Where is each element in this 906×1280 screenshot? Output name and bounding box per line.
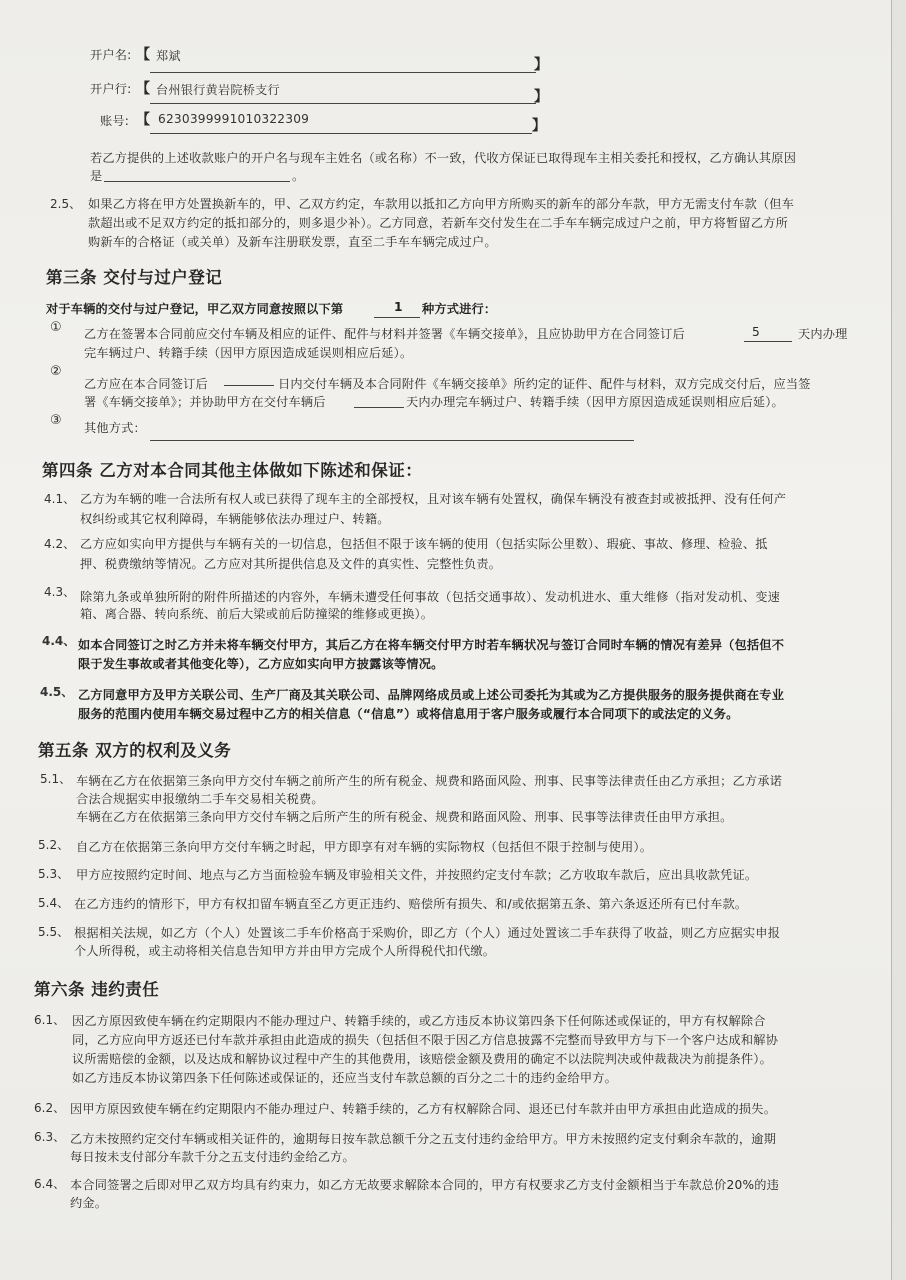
clause-number: 6.3、 <box>34 1130 66 1144</box>
clause-line: 同，乙方应向甲方返还已付车款并承担由此造成的损失（包括但不限于因乙方信息披露不完整而导致甲方与下一个客户达成和解协 <box>72 1033 779 1047</box>
account-holder-label: 开户名: <box>90 48 132 62</box>
clause-line: 乙方应如实向甲方提供与车辆有关的一切信息，包括但不限于该车辆的使用（包括实际公里数）、瑕疵、事故、修理、检验、抵 <box>80 537 768 551</box>
clause-line: 车辆在乙方在依据第三条向甲方交付车辆之后所产生的所有税金、规费和路面风险、刑事、民事等法律责任由甲方承担。 <box>76 810 733 824</box>
circled-three-mark: ③ <box>50 413 62 428</box>
clause-line: 在乙方违约的情形下，甲方有权扣留车辆直至乙方更正违约、赔偿所有损失、和/或依据第五条、第六条返还所有已付车款。 <box>74 897 748 911</box>
opt1-line1: 乙方在签署本合同前应交付车辆及相应的证件、配件与材料并签署《车辆交接单》，且应协助甲方在合同签订后 <box>84 327 685 341</box>
clause-line: 权纠纷或其它权利障碍，车辆能够依法办理过户、转籍。 <box>80 512 390 526</box>
clause-line: 款超出或不足双方约定的抵扣部分的，则多退少补）。乙方同意，若新车交付发生在二手车车辆完成过户之前，甲方将暂留乙方所 <box>88 216 788 230</box>
clause-line: 服务的范围内使用车辆交易过程中乙方的相关信息（“信息”）或将信息用于客户服务或履行本合同项下的或法定的义务。 <box>78 707 739 721</box>
clause-line: 根据相关法规，如乙方（个人）处置该二手车价格高于采购价，即乙方（个人）通过处置该二手车获得了收益，则乙方应据实申报 <box>74 926 781 940</box>
clause-line: 本合同签署之后即对甲乙双方均具有约束力，如乙方无故要求解除本合同的，甲方有权要求乙方支付金额相当于车款总价20%的违 <box>70 1178 780 1192</box>
clause-line: 约金。 <box>70 1196 108 1210</box>
clause-number: 5.5、 <box>38 925 70 939</box>
clause-line: 个人所得税，或主动将相关信息告知甲方并由甲方完成个人所得税代扣代缴。 <box>74 944 496 958</box>
clause-line: 因甲方原因致使车辆在约定期限内不能办理过户、转籍手续的，乙方有权解除合同、退还已付车款并由甲方承担由此造成的损失。 <box>70 1102 777 1116</box>
bracket-open: 【 <box>136 81 150 97</box>
account-holder-underline <box>150 72 536 73</box>
opt1-days-value: 5 <box>752 325 760 339</box>
art3-intro-underline <box>374 317 420 318</box>
clause-line: 如本合同签订之时乙方并未将车辆交付甲方，其后乙方在将车辆交付甲方时若车辆状况与签订合同时车辆的情况有差异（包括但不 <box>78 638 785 652</box>
clause-line: 乙方未按照约定交付车辆或相关证件的，逾期每日按车款总额千分之五支付违约金给甲方。甲方未按照约定支付剩余车款的，逾期 <box>70 1132 777 1146</box>
opt2-line1-tail: 日内交付车辆及本合同附件《车辆交接单》所约定的证件、配件与材料，双方完成交付后，应当签 <box>278 377 811 391</box>
mismatch-prefix: 是 <box>90 169 103 183</box>
account-number-underline <box>150 133 532 134</box>
art3-intro-prefix: 对于车辆的交付与过户登记，甲乙双方同意按照以下第 <box>46 302 344 316</box>
clause-line: 如乙方违反本协议第四条下任何陈述或保证的，还应当支付车款总额的百分之二十的违约金给甲方。 <box>72 1071 618 1085</box>
clause-line: 如果乙方将在甲方处置换新车的，甲、乙双方约定，车款用以抵扣乙方向甲方所购买的新车的部分车款，甲方无需支付车款（但车 <box>88 197 795 211</box>
bracket-open: 【 <box>136 112 150 128</box>
clause-line: 乙方为车辆的唯一合法所有权人或已获得了现车主的全部授权，且对该车辆有处置权，确保车辆没有被查封或被抵押、没有任何产 <box>80 492 787 506</box>
clause-line: 购新车的合格证（或关单）及新车注册联发票，直至二手车车辆完成过户。 <box>88 235 497 249</box>
clause-line: 限于发生事故或者其他变化等），乙方应如实向甲方披露该等情况。 <box>78 657 444 671</box>
clause-line: 车辆在乙方在依据第三条向甲方交付车辆之前所产生的所有税金、规费和路面风险、刑事、民事等法律责任由乙方承担；乙方承诺 <box>76 774 783 788</box>
opt3-underline <box>150 440 634 441</box>
clause-number: 5.4、 <box>38 896 70 910</box>
clause-number: 5.1、 <box>40 772 72 786</box>
clause-line: 自乙方在依据第三条向甲方交付车辆之时起，甲方即享有对车辆的实际物权（包括但不限于控制与使用）。 <box>76 840 653 854</box>
clause-number: 4.2、 <box>44 537 76 551</box>
clause-number: 6.1、 <box>34 1013 66 1027</box>
bracket-close: 】 <box>532 118 546 134</box>
mismatch-reason-underline <box>104 181 290 182</box>
article-3-title: 第三条 交付与过户登记 <box>46 268 223 287</box>
clause-line: 议所需赔偿的金额，以及达成和解协议过程中产生的其他费用，该赔偿金额及费用的确定不以法院判决或仲裁裁决为前提条件）。 <box>72 1052 772 1066</box>
opt2-transfer-underline <box>354 407 404 408</box>
opt2-line2-tail: 天内办理完车辆过户、转籍手续（因甲方原因造成延误则相应后延）。 <box>406 395 784 409</box>
art3-intro-value: 1 <box>394 300 403 314</box>
clause-number: 4.3、 <box>44 585 76 599</box>
clause-number: 5.2、 <box>38 838 70 852</box>
bracket-open: 【 <box>136 47 150 63</box>
clause-number: 2.5、 <box>50 197 82 211</box>
account-number-label: 账号: <box>100 114 130 128</box>
clause-line: 甲方应按照约定时间、地点与乙方当面检验车辆及审验相关文件，并按照约定支付车款；乙方收取车款后，应出具收款凭证。 <box>76 868 758 882</box>
clause-line: 押、税费缴纳等情况。乙方应对其所提供信息及文件的真实性、完整性负责。 <box>80 557 502 571</box>
clause-line: 每日按未支付部分车款千分之五支付违约金给乙方。 <box>70 1150 355 1164</box>
circled-one-mark: ① <box>50 320 62 335</box>
opt2-line1: 乙方应在本合同签订后 <box>84 377 208 391</box>
clause-line: 合法合规据实申报缴纳二手车交易相关税费。 <box>76 792 324 806</box>
clause-number: 4.1、 <box>44 492 76 506</box>
clause-number: 4.4、 <box>42 634 76 648</box>
art3-intro-suffix: 种方式进行： <box>422 302 497 316</box>
clause-line: 因乙方原因致使车辆在约定期限内不能办理过户、转籍手续的，或乙方违反本协议第四条下任何陈述或保证的，甲方有权解除合 <box>72 1014 766 1028</box>
clause-number: 5.3、 <box>38 867 70 881</box>
account-holder-value: 郑斌 <box>156 49 181 63</box>
bracket-close: 】 <box>534 89 548 105</box>
clause-number: 6.2、 <box>34 1101 66 1115</box>
opt1-days-underline <box>744 341 792 342</box>
page-edge <box>891 0 906 1280</box>
article-4-title: 第四条 乙方对本合同其他主体做如下陈述和保证： <box>42 461 423 480</box>
clause-number: 6.4、 <box>34 1177 66 1191</box>
opt2-days-underline <box>224 385 274 386</box>
clause-number: 4.5、 <box>40 685 74 699</box>
account-bank-underline <box>150 103 536 104</box>
opt2-line2: 署《车辆交接单》；并协助甲方在交付车辆后 <box>84 395 326 409</box>
account-number-value: 6230399991010322309 <box>158 112 310 126</box>
clause-line: 乙方同意甲方及甲方关联公司、生产厂商及其关联公司、品牌网络成员或上述公司委托为其或为乙方提供服务的服务提供商在专业 <box>78 688 785 702</box>
clause-line: 箱、离合器、转向系统、前后大梁或前后防撞梁的维修或更换）。 <box>80 607 434 621</box>
account-bank-label: 开户行: <box>90 82 132 96</box>
account-bank-value: 台州银行黄岩院桥支行 <box>156 83 280 97</box>
opt3-label: 其他方式： <box>84 421 146 435</box>
circled-two-mark: ② <box>50 364 62 379</box>
article-5-title: 第五条 双方的权利及义务 <box>38 741 232 760</box>
opt1-line2: 完车辆过户、转籍手续（因甲方原因造成延误则相应后延）。 <box>84 346 413 360</box>
clause-line: 除第九条或单独所附的附件所描述的内容外，车辆未遭受任何事故（包括交通事故）、发动机进水、重大维修（指对发动机、变速 <box>80 590 780 604</box>
bracket-close: 】 <box>534 57 548 73</box>
opt1-line1-tail: 天内办理 <box>798 327 848 341</box>
mismatch-suffix: 。 <box>292 169 305 183</box>
mismatch-line-1: 若乙方提供的上述收款账户的开户名与现车主姓名（或名称）不一致，代收方保证已取得现车主相关委托和授权，乙方确认其原因 <box>90 151 797 165</box>
article-6-title: 第六条 违约责任 <box>34 980 160 999</box>
